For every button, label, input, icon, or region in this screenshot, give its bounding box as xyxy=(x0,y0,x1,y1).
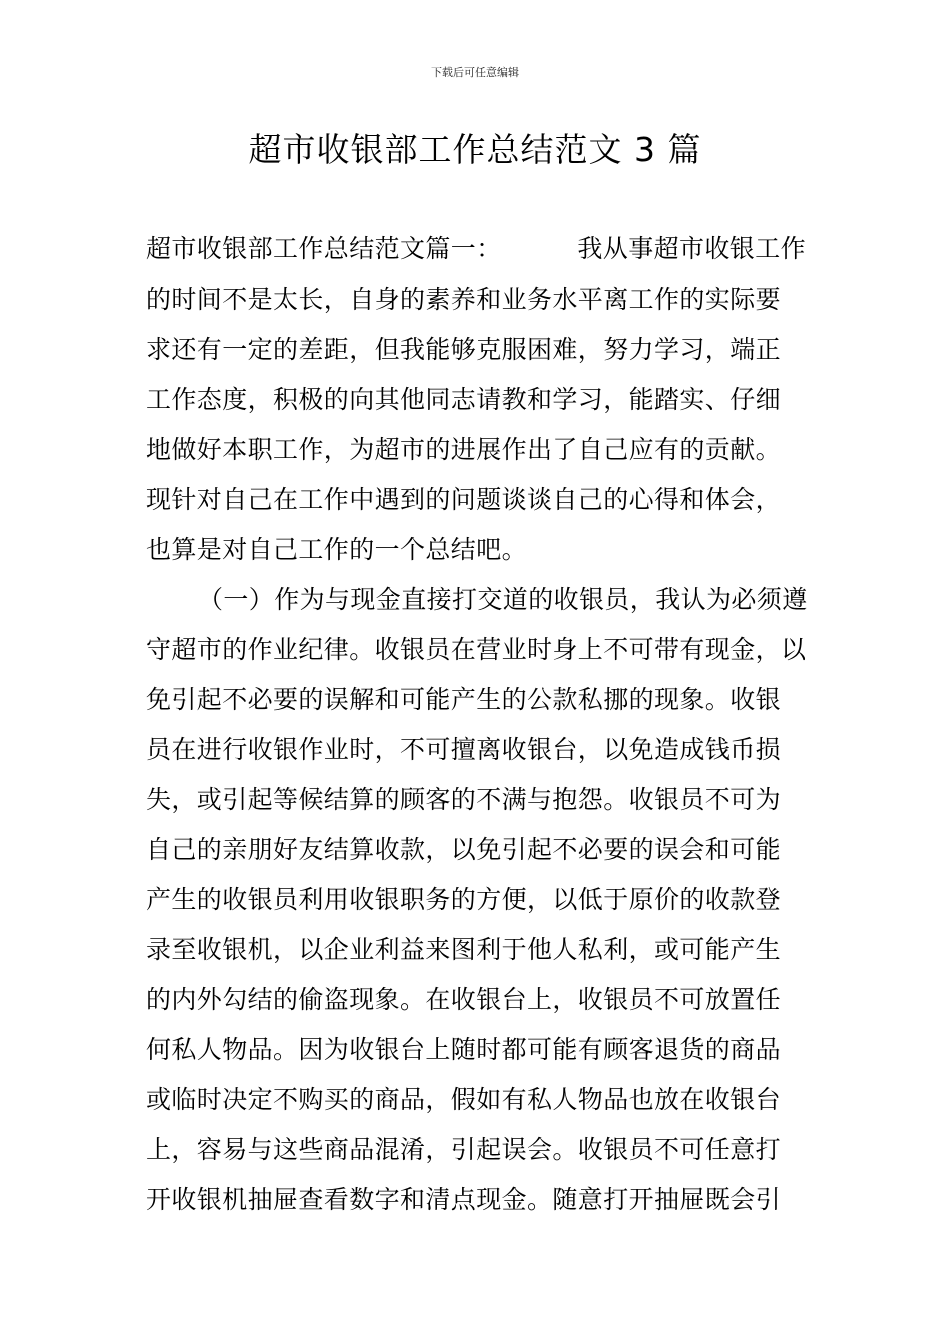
paragraph-line: 求还有一定的差距，但我能够克服困难，努力学习，端正 xyxy=(146,335,782,364)
paragraph-line: （一）作为与现金直接打交道的收银员，我认为必须遵 xyxy=(198,585,808,614)
paragraph-line: 失，或引起等候结算的顾客的不满与抱怨。收银员不可为 xyxy=(146,785,782,814)
document-title: 超市收银部工作总结范文 3 篇 xyxy=(248,130,702,169)
paragraph-line xyxy=(146,232,806,266)
paragraph-line: 员在进行收银作业时，不可擅离收银台，以免造成钱币损 xyxy=(146,735,782,764)
paragraph-line: 现针对自己在工作中遇到的问题谈谈自己的心得和体会， xyxy=(146,485,782,514)
paragraph-line: 守超市的作业纪律。收银员在营业时身上不可带有现金，以 xyxy=(146,635,807,664)
intro-text: 我从事超市收银工作 xyxy=(577,234,806,263)
paragraph-line: 开收银机抽屉查看数字和清点现金。随意打开抽屉既会引 xyxy=(146,1185,782,1214)
paragraph-line: 免引起不必要的误解和可能产生的公款私挪的现象。收银 xyxy=(146,685,782,714)
paragraph-line: 自己的亲朋好友结算收款，以免引起不必要的误会和可能 xyxy=(146,835,782,864)
paragraph-line: 录至收银机，以企业利益来图利于他人私利，或可能产生 xyxy=(146,935,782,964)
paragraph-line: 上，容易与这些商品混淆，引起误会。收银员不可任意打 xyxy=(146,1135,782,1164)
paragraph-line: 或临时决定不购买的商品，假如有私人物品也放在收银台 xyxy=(146,1085,782,1114)
paragraph-line: 何私人物品。因为收银台上随时都可能有顾客退货的商品 xyxy=(146,1035,782,1064)
paragraph-line: 的内外勾结的偷盗现象。在收银台上，收银员不可放置任 xyxy=(146,985,782,1014)
header-note: 下载后可任意编辑 xyxy=(431,66,519,79)
paragraph-line: 的时间不是太长，自身的素养和业务水平离工作的实际要 xyxy=(146,285,782,314)
paragraph-line: 也算是对自己工作的一个总结吧。 xyxy=(146,535,528,564)
paragraph-line: 工作态度，积极的向其他同志请教和学习，能踏实、仔细 xyxy=(146,385,782,414)
paragraph-line: 地做好本职工作，为超市的进展作出了自己应有的贡献。 xyxy=(146,435,782,464)
intro-label: 超市收银部工作总结范文篇一： xyxy=(146,234,502,263)
paragraph-line: 产生的收银员利用收银职务的方便，以低于原价的收款登 xyxy=(146,885,782,914)
